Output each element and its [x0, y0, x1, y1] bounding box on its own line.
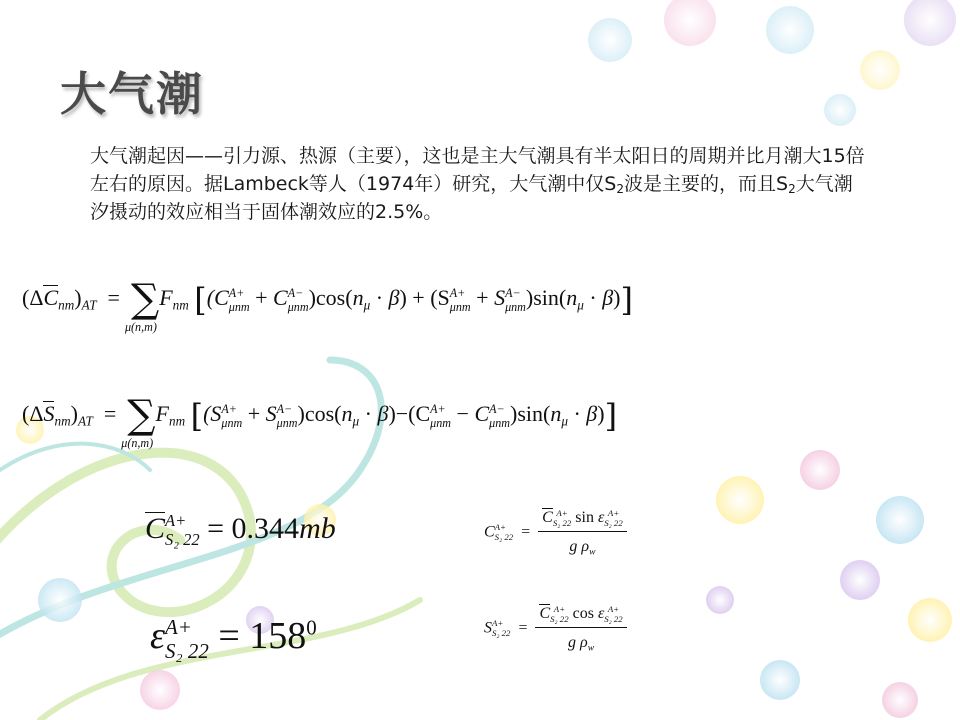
eq5-equals: =	[521, 523, 531, 541]
eq6-equals: =	[518, 619, 528, 637]
eq2-beta: β	[377, 400, 389, 426]
eq2-beta-2: β	[586, 400, 598, 426]
eq1-s2: S	[494, 284, 506, 310]
eq2-n-sub-2: μ	[561, 413, 568, 429]
eq2-term1: (S	[203, 400, 222, 426]
eq1-open: (Δ	[22, 284, 44, 310]
paragraph-subscript-2: 2	[788, 182, 796, 196]
eq1-lhs-var: C	[43, 284, 59, 310]
eq1-term1: (C	[206, 284, 229, 310]
eq1-c2: C	[273, 284, 288, 310]
eq1-lhs-sub: nm	[58, 297, 75, 313]
eq2-lhs-sub: nm	[54, 413, 71, 429]
eq1-equals: =	[107, 284, 120, 310]
eq1-script-3: A+ μnm	[449, 285, 471, 314]
eq5-script: A+ S₂ 22	[494, 522, 514, 543]
eq1-close: )	[74, 284, 82, 310]
eq2-script-2: A− μnm	[276, 401, 298, 430]
eq1-dot-2: ·	[589, 284, 597, 310]
eq6-script: A+ S₂ 22	[492, 618, 511, 639]
eq4-script: A+ S₂ 22	[164, 614, 209, 663]
eq2-dot: ·	[364, 400, 372, 426]
eq4-rhs-sup: 0	[306, 615, 317, 640]
eq1-script-4: A− μnm	[505, 285, 526, 314]
eq4-rhs: = 158	[218, 615, 307, 657]
equation-epsilon-value	[150, 614, 317, 662]
eq1-close-plus: ) + (S	[399, 284, 450, 310]
equation-c-fraction	[484, 508, 627, 557]
eq2-outer-sub: AT	[77, 413, 93, 429]
eq2-equals: =	[103, 400, 117, 426]
eq5-fraction	[538, 508, 627, 557]
eq2-F: F	[155, 400, 169, 426]
eq1-outer-sub: AT	[81, 297, 97, 313]
eq2-minus: −	[456, 400, 469, 426]
eq4-var: ε	[150, 615, 165, 657]
eq1-end: )	[613, 284, 621, 310]
eq2-close-minus: )−(C	[388, 400, 431, 426]
paragraph-part-2: 波是主要的，而且S	[624, 173, 789, 195]
eq1-F-sub: nm	[172, 297, 189, 313]
equation-c-value	[145, 512, 336, 549]
eq2-s2: S	[265, 400, 277, 426]
eq1-n-sub-2: μ	[577, 297, 584, 313]
eq1-bracket-open: [	[194, 280, 207, 319]
eq2-close: )	[70, 400, 78, 426]
eq2-lhs-var: S	[43, 400, 55, 426]
eq1-dot: ·	[375, 284, 384, 310]
eq2-cos: )cos(	[297, 400, 342, 426]
eq5-denominator: g $\rho_w$	[569, 537, 596, 558]
eq1-plus-1: +	[255, 284, 268, 310]
eq2-sum: ∑ μ(n,m)	[121, 392, 156, 450]
eq2-open: (Δ	[22, 400, 44, 426]
eq1-F: F	[159, 284, 173, 310]
eq1-n-sub: μ	[363, 297, 371, 313]
eq2-sin: )sin(	[510, 400, 551, 426]
eq2-dot-2: ·	[573, 400, 581, 426]
flower-cluster-top-right	[588, 0, 956, 126]
eq2-script-3: A+ μnm	[430, 401, 452, 430]
eq6-denominator: g $\rho_w$	[568, 633, 595, 654]
eq1-beta: β	[388, 284, 400, 310]
eq1-sin: )sin(	[525, 284, 567, 310]
equation-s-fraction	[484, 604, 627, 653]
eq2-end: )	[597, 400, 605, 426]
eq3-script: A+ S₂ 22	[165, 511, 200, 550]
eq1-sum: ∑ μ(n,m)	[124, 276, 160, 334]
eq1-n: n	[352, 284, 364, 310]
paragraph-subscript-1: 2	[616, 182, 624, 196]
eq1-plus-2: +	[476, 284, 489, 310]
eq2-script-1: A+ μnm	[221, 401, 243, 430]
eq1-cos: )cos(	[308, 284, 353, 310]
eq5-numerator: C A+ S₂ 22 sin ε A+ S₂ 22	[538, 508, 627, 532]
eq6-fraction	[535, 604, 626, 653]
eq1-n-2: n	[566, 284, 578, 310]
eq2-sum-sub: μ(n,m)	[121, 435, 154, 450]
eq6-lhs: S	[484, 619, 492, 637]
eq1-sum-sub: μ(n,m)	[124, 319, 157, 334]
eq3-var: C	[145, 512, 166, 545]
eq1-bracket-close: ]	[620, 280, 633, 319]
eq2-F-sub: nm	[168, 413, 186, 429]
eq2-n: n	[341, 400, 353, 426]
eq2-n-2: n	[550, 400, 562, 426]
flower-cluster-right	[706, 450, 952, 718]
eq2-c2: C	[474, 400, 490, 426]
eq5-lhs: C	[484, 523, 495, 541]
eq2-bracket-open: [	[190, 396, 204, 435]
eq2-script-4: A− μnm	[489, 401, 510, 430]
eq2-n-sub: μ	[352, 413, 360, 429]
equation-delta-s	[22, 392, 618, 450]
eq6-numerator: C A+ S₂ 22 cos ε A+ S₂ 22	[535, 604, 626, 628]
eq1-script-1: A+ μnm	[228, 285, 250, 314]
eq2-plus: +	[247, 400, 261, 426]
slide-title: 大气潮	[60, 67, 204, 121]
eq1-beta-2: β	[602, 284, 614, 310]
paragraph-part-1: 大气潮起因——引力源、热源（主要），这也是主大气潮具有半太阳日的周期并比月潮大15倍左右的原因。据Lambeck等人（1974年）研究，大气潮中仅S	[90, 145, 865, 195]
equation-delta-c	[22, 276, 633, 334]
body-paragraph	[90, 142, 865, 226]
eq3-unit: mb	[299, 512, 336, 545]
eq2-bracket-close: ]	[604, 396, 618, 435]
eq1-script-2: A− μnm	[287, 285, 309, 314]
eq3-rhs: = 0.344	[207, 512, 300, 545]
paragraph-part-3: 大气潮汐摄动的效应相当于固体潮效应的2.5%。	[90, 173, 853, 223]
